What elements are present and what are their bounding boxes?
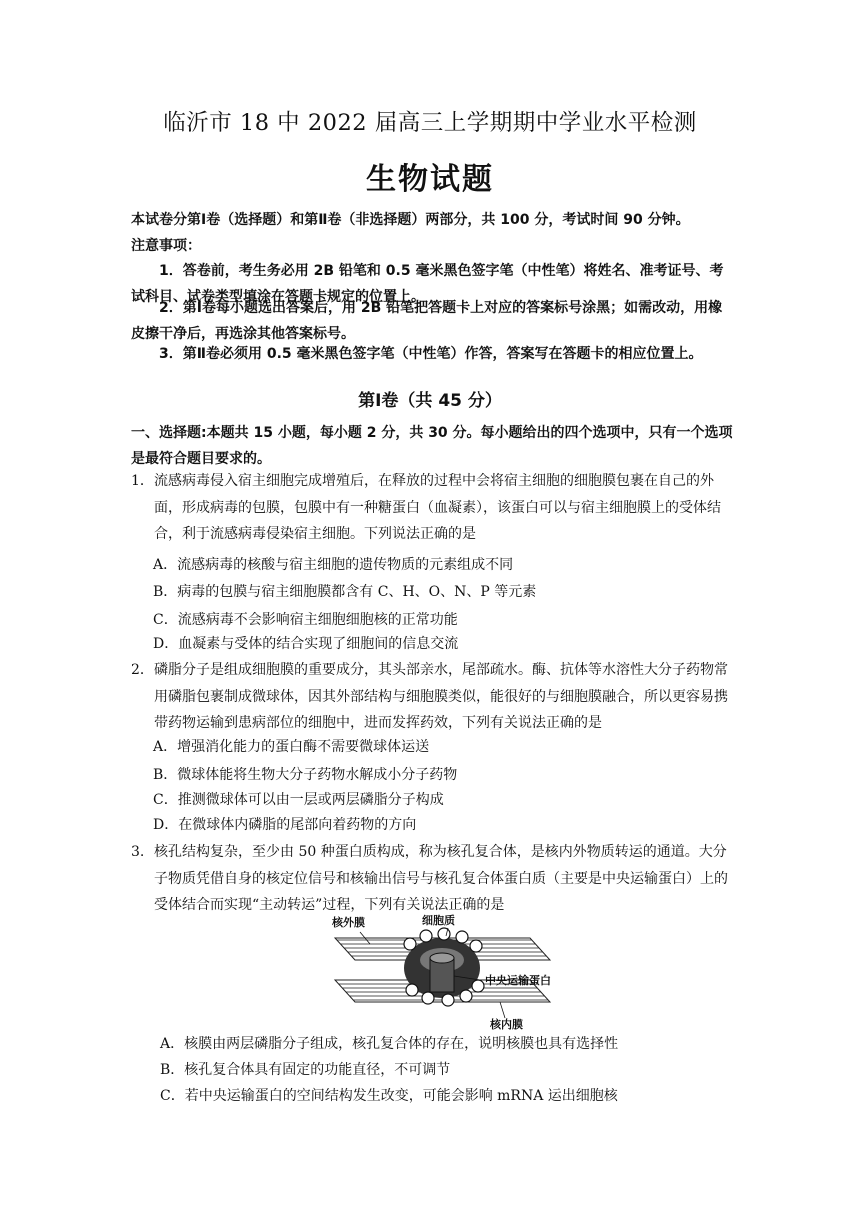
- question-3-option-b: B．核孔复合体具有固定的功能直径，不可调节: [160, 1062, 451, 1078]
- question-1-option-b: B．病毒的包膜与宿主细胞膜都含有 C、H、O、N、P 等元素: [153, 584, 537, 600]
- question-2-stem: [131, 657, 736, 737]
- question-2-option-b: B．微球体能将生物大分子药物水解成小分子药物: [153, 767, 458, 783]
- question-number: 2．: [131, 662, 154, 678]
- question-3-option-c: C．若中央运输蛋白的空间结构发生改变，可能会影响 mRNA 运出细胞核: [160, 1088, 618, 1104]
- question-text: 磷脂分子是组成细胞膜的重要成分，其头部亲水，尾部疏水。酶、抗体等水溶性大分子药物常用磷脂包裹制成微球体，因其外部结构与细胞膜类似，能很好的与细胞膜融合，所以更容易携带药物运输到患病部位的细胞中，进而发挥药效，下列有关说法正确的是: [154, 662, 728, 731]
- section-heading: 第Ⅰ卷（共 45 分）: [358, 391, 502, 411]
- intro-line: 本试卷分第Ⅰ卷（选择题）和第Ⅱ卷（非选择题）两部分，共 100 分，考试时间 90 分钟。: [131, 212, 690, 228]
- question-1-option-d: D．血凝素与受体的结合实现了细胞间的信息交流: [153, 636, 459, 652]
- question-2-option-d: D．在微球体内磷脂的尾部向着药物的方向: [153, 817, 417, 833]
- question-1-stem: [131, 468, 736, 548]
- notice-item-2: 2．第Ⅰ卷每小题选出答案后，用 2B 铅笔把答题卡上对应的答案标号涂黑；如需改动，用橡皮擦干净后，再选涂其他答案标号。: [131, 300, 723, 342]
- figure-label-inner: 核内膜: [490, 1018, 523, 1030]
- question-2-option-a: A．增强消化能力的蛋白酶不需要微球体运送: [153, 739, 430, 755]
- question-3-stem: [131, 839, 736, 919]
- notice-title: 注意事项：: [131, 238, 201, 254]
- section-instructions: 一、选择题:本题共 15 小题，每小题 2 分，共 30 分。每小题给出的四个选项中，只有一个选项是最符合题目要求的。: [131, 425, 733, 467]
- nuclear-pore-figure: [330, 910, 590, 1030]
- question-number: 3.: [131, 844, 145, 860]
- figure-label-outer: 核外膜: [332, 916, 365, 929]
- question-number: 1．: [131, 473, 154, 489]
- notice-item-1: 1．答卷前，考生务必用 2B 铅笔和 0.5 毫米黑色签字笔（中性笔）将姓名、准考证号、考试科目、试卷类型填涂在答题卡规定的位置上。: [131, 263, 724, 305]
- question-2-option-c: C．推测微球体可以由一层或两层磷脂分子构成: [153, 792, 444, 808]
- question-text: 流感病毒侵入宿主细胞完成增殖后，在释放的过程中会将宿主细胞的细胞膜包裹在自己的外面，形成病毒的包膜，包膜中有一种糖蛋白（血凝素），该蛋白可以与宿主细胞膜上的受体结合，利于流感病毒侵染宿主细胞。下列说法正确的是: [154, 473, 721, 542]
- question-1-option-c: C．流感病毒不会影响宿主细胞细胞核的正常功能: [153, 612, 458, 628]
- question-text: 核孔结构复杂，至少由 50 种蛋白质构成，称为核孔复合体，是核内外物质转运的通道。大分子物质凭借自身的核定位信号和核输出信号与核孔复合体蛋白质（主要是中央运输蛋白）上的受体结合而实现“主动转运”过程，下列有关说法正确的是: [154, 844, 728, 913]
- notice-item-3: 3．第Ⅱ卷必须用 0.5 毫米黑色签字笔（中性笔）作答，答案写在答题卡的相应位置上。: [159, 346, 703, 362]
- question-1-option-a: A．流感病毒的核酸与宿主细胞的遗传物质的元素组成不同: [153, 557, 514, 573]
- figure-label-cytoplasm: 细胞质: [422, 914, 455, 927]
- exam-title: 临沂市 18 中 2022 届高三上学期期中学业水平检测: [163, 110, 697, 136]
- figure-label-central: 中央运输蛋白: [485, 974, 551, 987]
- exam-subject-title: 生物试题: [366, 162, 494, 197]
- question-3-option-a: A．核膜由两层磷脂分子组成，核孔复合体的存在，说明核膜也具有选择性: [160, 1036, 619, 1052]
